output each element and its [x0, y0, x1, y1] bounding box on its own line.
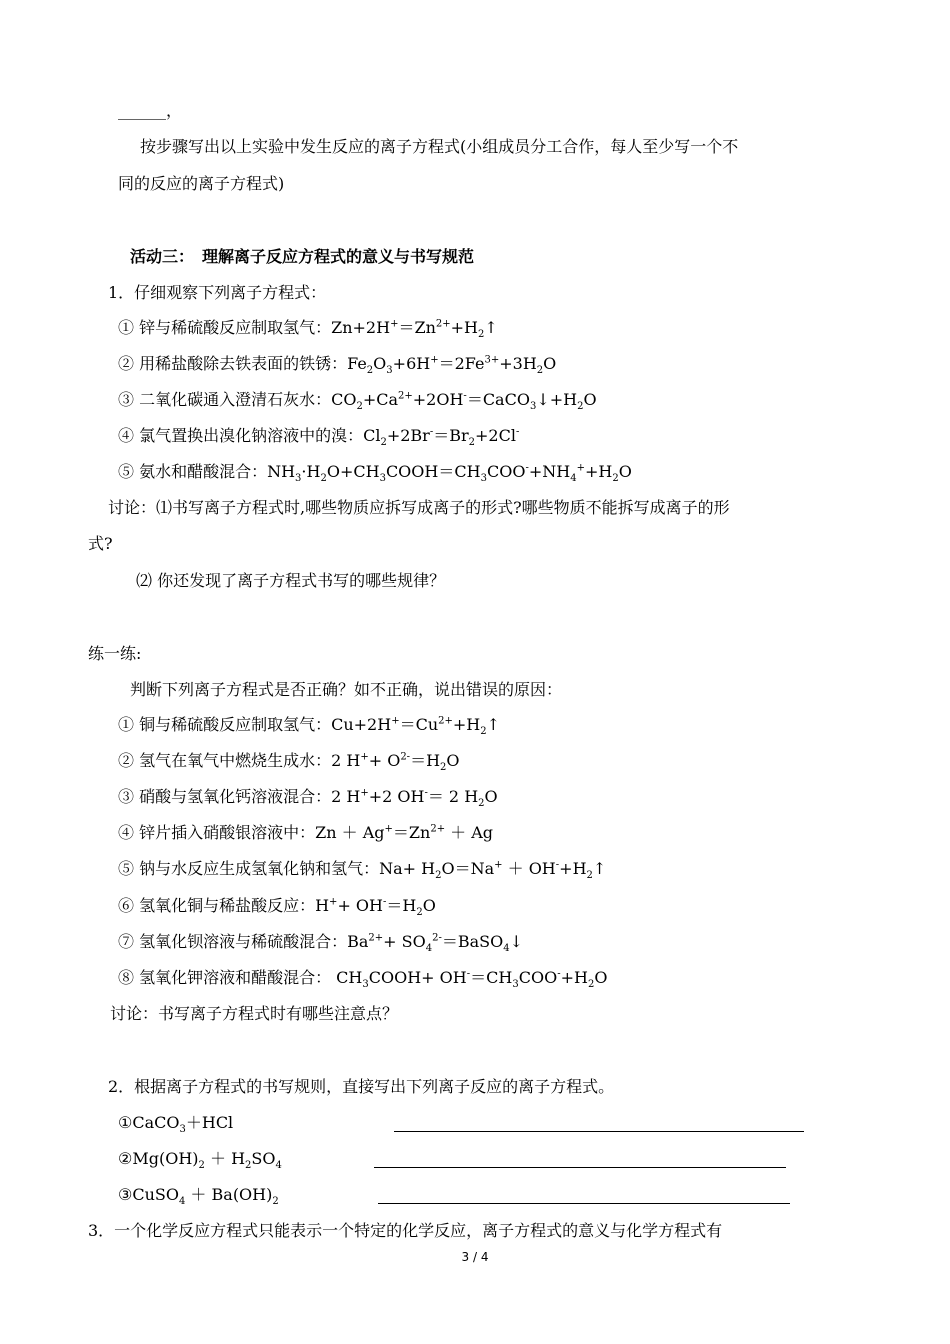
practice-item-5-label: ⑤ 钠与水反应生成氢氧化钠和氢气：	[118, 859, 380, 878]
page-number: 3 / 4	[461, 1250, 489, 1264]
practice-item-4-formula: $Zn + Ag^+=Zn^{2+} + Ag$	[315, 823, 494, 842]
practice-item-2-label: ② 氢气在氧气中燃烧生成水：	[118, 751, 332, 770]
intro-line-2: 同的反应的离子方程式)	[118, 174, 285, 193]
practice-item-1-formula: $Cu+2H^+=Cu^{2+}+H_2↑$	[331, 715, 501, 738]
practice-item-2-formula: 2 $H^++ O^{2-}=H_2O$	[331, 751, 460, 774]
equation-3-label: ③ 二氧化碳通入澄清石灰水：	[118, 390, 332, 409]
q2-item-1: ①CaCO$_3$＋HCl	[118, 1113, 234, 1136]
practice-item-7-formula: $Ba^{2+}+$ $SO_4^{2-}=BaSO_4↓$	[347, 932, 524, 955]
discussion-1-line-1: 讨论：⑴书写离子方程式时,哪些物质应拆写成离子的形式?哪些物质不能拆写成离子的形	[108, 498, 730, 517]
discussion-2: ⑵ 你还发现了离子方程式书写的哪些规律？	[136, 571, 446, 590]
answer-blank: ______，	[118, 101, 183, 120]
equation-2-label: ② 用稀盐酸除去铁表面的铁锈：	[118, 354, 348, 373]
equation-1	[118, 317, 498, 339]
practice-item-7	[118, 931, 523, 953]
q2-answer-line-3[interactable]	[378, 1203, 790, 1204]
equation-2-formula: $Fe_2O_3+6H^+=2Fe^{3+}+3H_2O$	[347, 354, 557, 377]
practice-item-6-formula: $H^++ OH^-=H_2O$	[315, 896, 436, 919]
equation-4	[118, 425, 519, 447]
practice-item-2	[118, 750, 460, 772]
practice-item-7-label: ⑦ 氢氧化钡溶液与稀硫酸混合：	[118, 932, 348, 951]
practice-title: 练一练:	[88, 644, 142, 663]
practice-prompt: 判断下列离子方程式是否正确？如不正确，说出错误的原因：	[130, 680, 563, 699]
equation-3-formula: $CO_2+Ca^{2+}+2OH^-=CaCO_3↓+H_2O$	[331, 390, 597, 413]
equation-3	[118, 389, 597, 411]
equation-1-label: ① 锌与稀硫酸反应制取氢气：	[118, 318, 332, 337]
q1-prompt: 1．仔细观察下列离子方程式：	[108, 283, 327, 302]
practice-discussion: 讨论：书写离子方程式时有哪些注意点？	[110, 1004, 399, 1023]
equation-2	[118, 353, 556, 375]
equation-5	[118, 461, 632, 483]
discussion-1-line-2: 式?	[88, 534, 113, 553]
practice-item-6	[118, 895, 436, 917]
q2-answer-line-1[interactable]	[394, 1131, 804, 1132]
practice-item-5-formula: $Na+ H_2O=Na^+$ ＋ $OH^-+H_2↑$	[379, 859, 607, 882]
q2-item-3: ③CuSO$_4$ ＋ $Ba(OH)_2$	[118, 1185, 279, 1208]
practice-item-3-formula: 2 H++2 OH-＝ 2 $H_2O$	[331, 787, 498, 810]
practice-item-4-label: ④ 锌片插入硝酸银溶液中：	[118, 823, 316, 842]
q3-text: 3．一个化学反应方程式只能表示一个特定的化学反应，离子方程式的意义与化学方程式有	[88, 1221, 723, 1240]
q2-prompt: 2．根据离子方程式的书写规则，直接写出下列离子反应的离子方程式。	[108, 1077, 615, 1096]
intro-line-1: 按步骤写出以上实验中发生反应的离子方程式(小组成员分工合作，每人至少写一个不	[140, 137, 739, 156]
practice-item-1	[118, 714, 500, 736]
practice-item-4	[118, 822, 493, 844]
practice-item-8	[118, 967, 607, 989]
q2-item-2: $②Mg(OH)_2 + H_2SO_4$	[118, 1149, 282, 1172]
practice-item-3-label: ③ 硝酸与氢氧化钙溶液混合：	[118, 787, 332, 806]
practice-item-8-label: ⑧ 氢氧化钾溶液和醋酸混合：	[118, 968, 332, 987]
practice-item-1-label: ① 铜与稀硫酸反应制取氢气：	[118, 715, 332, 734]
activity3-title: 活动三： 理解离子反应方程式的意义与书写规范	[130, 247, 475, 266]
practice-item-3	[118, 786, 498, 808]
q2-answer-line-2[interactable]	[374, 1167, 786, 1168]
equation-4-formula: $Cl_2+2Br^-=Br_2+2Cl^-$	[363, 426, 520, 449]
equation-1-formula: $Zn+2H^+=Zn^{2+}+H_2↑$	[331, 318, 498, 341]
equation-5-formula: $NH_3\cdot H_2O+CH_3COOH=CH_3COO^-+NH_4^++H_2O$	[267, 462, 632, 485]
practice-item-8-formula: $CH_3COOH+ OH^-=CH_3COO^-+H_2O$	[331, 968, 608, 991]
equation-4-label: ④ 氯气置换出溴化钠溶液中的溴：	[118, 426, 364, 445]
equation-5-label: ⑤ 氨水和醋酸混合：	[118, 462, 268, 481]
practice-item-6-label: ⑥ 氢氧化铜与稀盐酸反应：	[118, 896, 316, 915]
practice-item-5	[118, 858, 606, 880]
